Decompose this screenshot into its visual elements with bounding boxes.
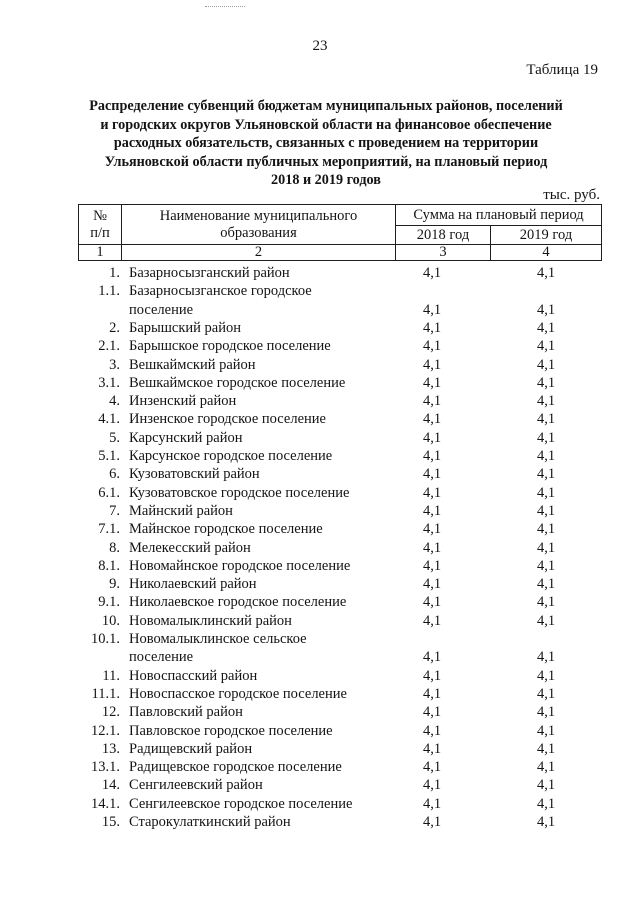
value-2019: 4,1 [536, 685, 556, 702]
value-2019: 4,1 [536, 521, 556, 538]
value-2018: 4,1 [422, 411, 442, 428]
column-number-3: 3 [439, 244, 447, 260]
value-2018: 4,1 [422, 319, 442, 336]
value-2018: 4,1 [422, 557, 442, 574]
municipality-name: Майнское городское поселение [129, 521, 323, 538]
scan-artifact [205, 6, 245, 9]
value-2019: 4,1 [536, 338, 556, 355]
municipality-name: Павловское городское поселение [129, 722, 333, 739]
title-line: Распределение субвенций бюджетам муниципальных районов, поселений [89, 98, 563, 114]
value-2018: 4,1 [422, 521, 442, 538]
row-number: 2. [109, 319, 120, 336]
value-2019: 4,1 [536, 667, 556, 684]
row-number: 6.1. [98, 484, 120, 501]
value-2018: 4,1 [422, 759, 442, 776]
row-number: 12. [101, 704, 120, 721]
value-2018: 4,1 [422, 356, 442, 373]
value-2019: 4,1 [536, 466, 556, 483]
value-2018: 4,1 [422, 685, 442, 702]
row-number: 9.1. [98, 594, 120, 611]
value-2018: 4,1 [422, 649, 442, 666]
municipality-name: Майнский район [129, 502, 233, 519]
municipality-name: Павловский район [129, 704, 243, 721]
table-row [0, 265, 640, 283]
municipality-name: Радищевское городское поселение [129, 759, 342, 776]
table-row [0, 723, 640, 741]
value-2019: 4,1 [536, 484, 556, 501]
value-2019: 4,1 [536, 265, 556, 281]
municipality-name: Кузоватовское городское поселение [129, 484, 350, 501]
row-number: 7.1. [98, 521, 120, 538]
value-2018: 4,1 [422, 393, 442, 410]
municipality-name: Базарносызганский район [129, 265, 290, 281]
value-2019: 4,1 [536, 411, 556, 428]
row-number: 2.1. [98, 338, 120, 355]
municipality-name: Сенгилеевский район [129, 777, 263, 794]
value-2019: 4,1 [536, 704, 556, 721]
column-number-4: 4 [542, 244, 550, 260]
value-2019: 4,1 [536, 539, 556, 556]
municipality-name: Базарносызганское городское [129, 283, 312, 300]
municipality-name: Барышский район [129, 319, 241, 336]
value-2019: 4,1 [536, 777, 556, 794]
value-2019: 4,1 [536, 576, 556, 593]
municipality-name-continued: поселение [129, 301, 194, 318]
municipality-name: Новоспасское городское поселение [129, 685, 347, 702]
table-header [78, 204, 602, 261]
table-row [0, 503, 640, 521]
value-2018: 4,1 [422, 576, 442, 593]
row-number: 1. [109, 265, 120, 281]
table-row [0, 540, 640, 558]
value-2018: 4,1 [422, 594, 442, 611]
value-2019: 4,1 [536, 795, 556, 812]
document-title [76, 97, 576, 190]
value-2019: 4,1 [536, 393, 556, 410]
row-number: 4. [109, 393, 120, 410]
value-2018: 4,1 [422, 502, 442, 519]
row-number: 3. [109, 356, 120, 373]
value-2018: 4,1 [422, 265, 442, 281]
value-2018: 4,1 [422, 667, 442, 684]
header-name: Наименование муниципального образования [159, 207, 358, 241]
value-2018: 4,1 [422, 448, 442, 464]
title-line: расходных обязательств, связанных с проведением на территории [113, 135, 539, 152]
table-row [0, 613, 640, 631]
table-row [0, 576, 640, 594]
table-row [0, 338, 640, 356]
value-2018: 4,1 [422, 740, 442, 757]
table-row [0, 320, 640, 338]
units-label: тыс. руб. [543, 187, 600, 203]
municipality-name: Вешкаймское городское поселение [129, 374, 346, 391]
table-row [0, 668, 640, 686]
row-number: 10.1. [91, 631, 120, 647]
table-row [0, 357, 640, 375]
row-number: 8.1. [98, 557, 120, 574]
value-2018: 4,1 [422, 777, 442, 794]
municipality-name: Карсунский район [129, 429, 243, 446]
value-2019: 4,1 [536, 722, 556, 739]
header-year-2019: 2019 год [519, 226, 573, 243]
table-row [0, 283, 640, 320]
value-2019: 4,1 [536, 612, 556, 629]
municipality-name: Кузоватовский район [129, 466, 260, 483]
value-2018: 4,1 [422, 374, 442, 391]
value-2019: 4,1 [536, 301, 556, 318]
table-row [0, 430, 640, 448]
row-number: 12.1. [91, 722, 120, 739]
value-2018: 4,1 [422, 466, 442, 483]
row-number: 7. [109, 502, 120, 519]
value-2019: 4,1 [536, 356, 556, 373]
municipality-name-continued: поселение [129, 649, 194, 666]
value-2019: 4,1 [536, 319, 556, 336]
row-number: 11.1. [91, 685, 120, 702]
header-number: № п/п [90, 207, 110, 241]
header-border-bottom [78, 260, 602, 261]
row-number: 4.1. [98, 411, 120, 428]
municipality-name: Старокулаткинский район [129, 814, 291, 830]
value-2019: 4,1 [536, 374, 556, 391]
value-2019: 4,1 [536, 594, 556, 611]
row-number: 15. [101, 814, 120, 830]
header-year-2018: 2018 год [416, 226, 470, 243]
value-2018: 4,1 [422, 338, 442, 355]
municipality-name: Новомалыклинский район [129, 612, 292, 629]
table-row [0, 411, 640, 429]
value-2018: 4,1 [422, 814, 442, 830]
row-number: 13.1. [91, 759, 120, 776]
municipality-name: Радищевский район [129, 740, 253, 757]
value-2019: 4,1 [536, 502, 556, 519]
header-border-right [601, 204, 602, 261]
table-row [0, 796, 640, 814]
table-row [0, 777, 640, 795]
row-number: 6. [109, 466, 120, 483]
municipality-name: Инзенское городское поселение [129, 411, 326, 428]
municipality-name: Вешкаймский район [129, 356, 256, 373]
municipality-name: Инзенский район [129, 393, 237, 410]
row-number: 10. [101, 612, 120, 629]
table-row [0, 485, 640, 503]
value-2019: 4,1 [536, 814, 556, 830]
value-2019: 4,1 [536, 759, 556, 776]
value-2018: 4,1 [422, 539, 442, 556]
value-2018: 4,1 [422, 795, 442, 812]
value-2018: 4,1 [422, 704, 442, 721]
table-row [0, 814, 640, 832]
row-number: 8. [109, 539, 120, 556]
municipality-name: Карсунское городское поселение [129, 448, 333, 464]
table-row [0, 686, 640, 704]
row-number: 5.1. [98, 448, 120, 464]
municipality-name: Барышское городское поселение [129, 338, 331, 355]
table-row [0, 631, 640, 668]
row-number: 14. [101, 777, 120, 794]
value-2018: 4,1 [422, 429, 442, 446]
value-2018: 4,1 [422, 612, 442, 629]
value-2019: 4,1 [536, 557, 556, 574]
table-row [0, 759, 640, 777]
table-row [0, 521, 640, 539]
municipality-name: Мелекесский район [129, 539, 251, 556]
row-number: 11. [102, 667, 120, 684]
value-2019: 4,1 [536, 649, 556, 666]
title-line: 2018 и 2019 годов [271, 172, 381, 189]
row-number: 9. [109, 576, 120, 593]
table-row [0, 375, 640, 393]
table-row [0, 704, 640, 722]
header-sum: Сумма на плановый период [413, 206, 584, 223]
value-2019: 4,1 [536, 448, 556, 464]
value-2018: 4,1 [422, 722, 442, 739]
municipality-name: Новомайнское городское поселение [129, 557, 351, 574]
municipality-name: Николаевский район [129, 576, 257, 593]
title-line: и городских округов Ульяновской области на финансовое обеспечение [100, 116, 552, 133]
municipality-name: Николаевское городское поселение [129, 594, 347, 611]
value-2019: 4,1 [536, 740, 556, 757]
table-row [0, 594, 640, 612]
row-number: 13. [101, 740, 120, 757]
table-row [0, 741, 640, 759]
page-number: 23 [312, 38, 328, 54]
column-number-2: 2 [254, 244, 263, 260]
row-number: 1.1. [98, 283, 120, 300]
value-2018: 4,1 [422, 301, 442, 318]
table-row [0, 466, 640, 484]
row-number: 3.1. [98, 374, 120, 391]
column-number-1: 1 [96, 244, 104, 260]
value-2018: 4,1 [422, 484, 442, 501]
table-row [0, 558, 640, 576]
municipality-name: Сенгилеевское городское поселение [129, 795, 353, 812]
value-2019: 4,1 [536, 429, 556, 446]
municipality-name: Новоспасский район [129, 667, 258, 684]
title-line: Ульяновской области публичных мероприятий, на плановый период [104, 153, 548, 170]
table-label: Таблица 19 [526, 62, 598, 78]
table-row [0, 448, 640, 466]
table-row [0, 393, 640, 411]
municipality-name: Новомалыклинское сельское [129, 631, 307, 647]
row-number: 14.1. [91, 795, 120, 812]
row-number: 5. [109, 429, 120, 446]
